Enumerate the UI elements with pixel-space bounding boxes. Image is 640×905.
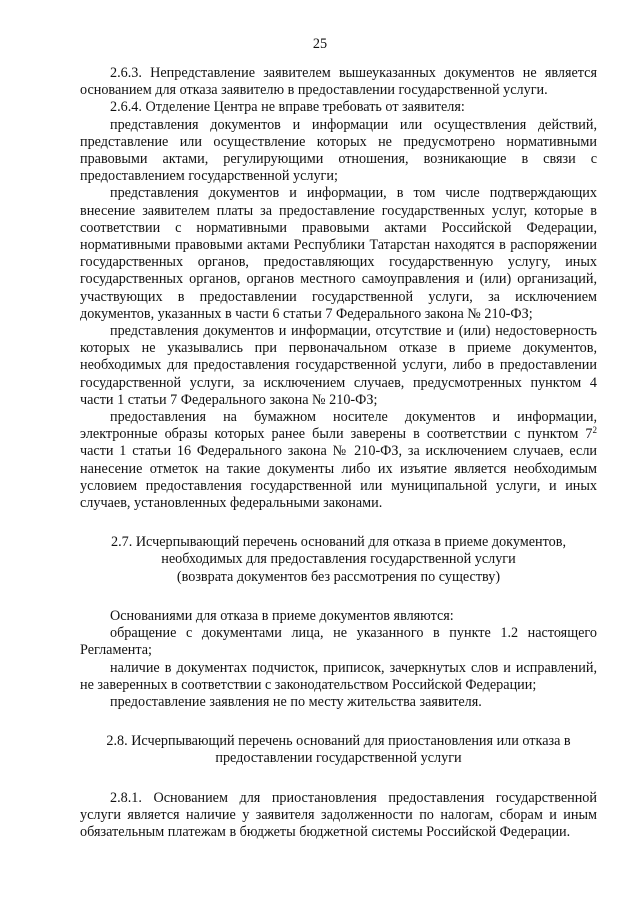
paragraph-2-6-4-item-3: представления документов и информации, отсутствие и (или) недостоверность которых не указывались при первоначальном отказе в приеме документов, необходимых для предоставления государственной услуги, либо в предоставлении государственной услуги, за исключением случаев, предусмотренных пунктом 4 части 1 статьи 7 Федерального закона № 210-ФЗ;	[80, 323, 597, 408]
paragraph-2-7-intro: Основаниями для отказа в приеме документов являются:	[110, 607, 454, 624]
section-heading-2-8-line-2: предоставлении государственной услуги	[215, 750, 462, 767]
paragraph-2-6-4-item-4	[80, 409, 597, 512]
paragraph-2-6-4-item-4-part-2: части 1 статьи 16 Федерального закона № 210-ФЗ, за исключением случаев, если нанесение отметок на такие документы либо их изъятие является необходимым условием предоставления государственной или муниципальной услуги, и иных случаев, установленных федеральными законами.	[80, 443, 597, 512]
paragraph-2-7-item-1: обращение с документами лица, не указанного в пункте 1.2 настоящего Регламента;	[80, 625, 597, 659]
superscript-2: 2	[592, 425, 597, 436]
paragraph-2-7-item-2: наличие в документах подчисток, приписок, зачеркнутых слов и исправлений, не заверенных в соответствии с законодательством Российской Федерации;	[80, 659, 597, 693]
paragraph-2-6-4: 2.6.4. Отделение Центра не вправе требовать от заявителя:	[110, 99, 465, 116]
section-heading-2-8-line-1: 2.8. Исчерпывающий перечень оснований для приостановления или отказа в	[106, 733, 571, 750]
paragraph-2-6-4-item-2: представления документов и информации, в том числе подтверждающих внесение заявителем платы за предоставление государственных услуг, которые в соответствии с нормативными правовыми актами Российской Федерации, нормативными правовыми актами Республики Татарстан находятся в распоряжении государственных органов, предоставляющих государственную услугу, иных государственных органов, органов местного самоуправления и (или) организаций, участвующих в предоставлении государственной услуги, за исключением документов, указанных в части 6 статьи 7 Федерального закона № 210-ФЗ;	[80, 185, 597, 322]
paragraph-2-6-4-item-4-part-1: предоставления на бумажном носителе документов и информации, электронные образы которых ранее были заверены в соответствии с пунктом 7	[80, 409, 597, 443]
paragraph-2-6-4-item-1: представления документов и информации или осуществления действий, представление или осуществление которых не предусмотрено нормативными правовыми актами, регулирующими отношения, возникающие в связи с предоставлением государственной услуги;	[80, 116, 597, 185]
page-number: 25	[312, 36, 328, 52]
section-heading-2-8	[80, 733, 597, 767]
document-body	[80, 65, 597, 841]
paragraph-2-6-3: 2.6.3. Непредставление заявителем вышеуказанных документов не является основанием для отказа заявителю в предоставлении государственной услуги.	[80, 65, 597, 99]
paragraph-2-8-1: 2.8.1. Основанием для приостановления предоставления государственной услуги является наличие у заявителя задолженности по налогам, сборам и иным обязательным платежам в бюджеты бюджетной системы Российской Федерации.	[80, 789, 597, 840]
paragraph-2-7-item-3: предоставление заявления не по месту жительства заявителя.	[110, 693, 482, 710]
section-heading-2-7	[80, 534, 597, 586]
section-heading-2-7-line-2: необходимых для предоставления государственной услуги	[161, 551, 516, 568]
section-heading-2-7-line-3: (возврата документов без рассмотрения по существу)	[176, 568, 501, 585]
section-heading-2-7-line-1: 2.7. Исчерпывающий перечень оснований для отказа в приеме документов,	[110, 534, 566, 551]
